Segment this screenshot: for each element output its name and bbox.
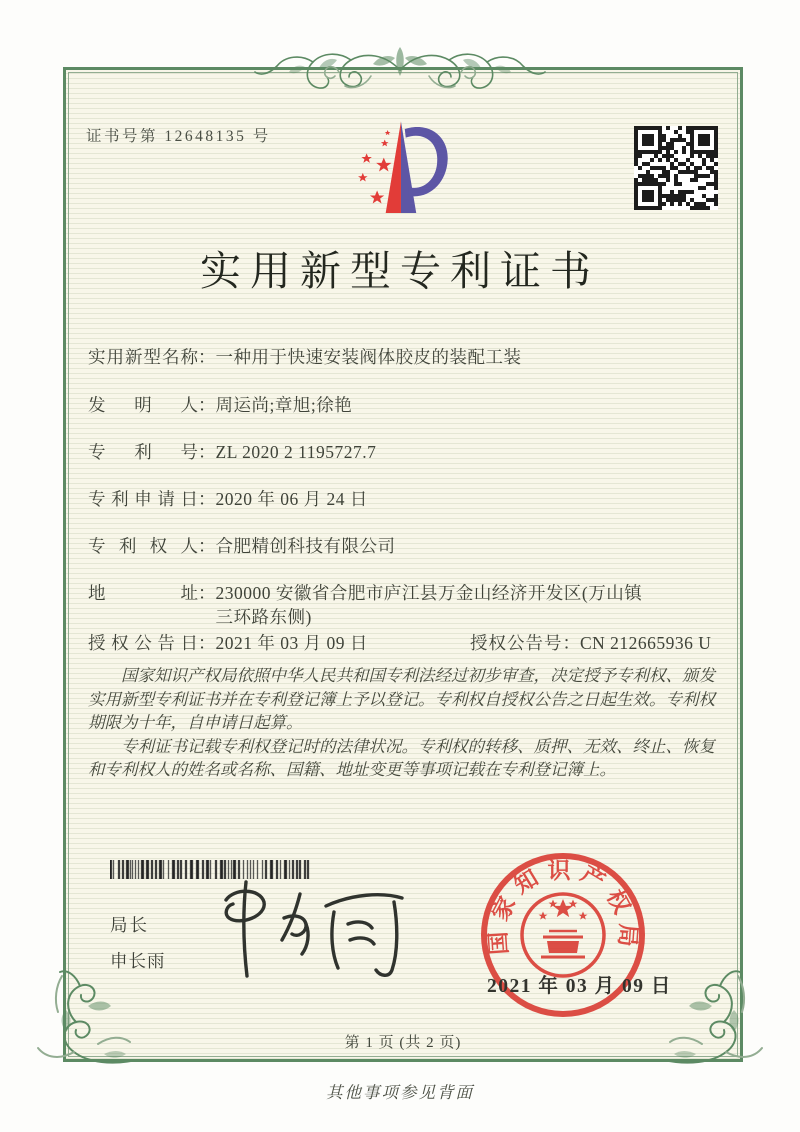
field-label: 地址 xyxy=(88,583,198,603)
bottom-right-flourish-icon xyxy=(657,966,782,1078)
field-row-grant xyxy=(88,631,712,655)
page-number: 第 1 页 (共 2 页) xyxy=(344,1035,462,1051)
field-value: 2021 年 03 月 09 日 xyxy=(215,633,368,653)
field-value: 周运尚;章旭;徐艳 xyxy=(215,395,353,415)
legal-paragraph-2: 专利证书记载专利权登记时的法律状况。专利权的转移、质押、无效、终止、恢复和专利权人的姓名或名称、国籍、地址变更等事项记载在专利登记簿上。 xyxy=(88,736,715,779)
colon: ： xyxy=(198,395,216,415)
field-row-patent-number xyxy=(88,440,376,464)
colon: ： xyxy=(198,633,216,653)
qr-code xyxy=(634,126,718,210)
colon: ： xyxy=(198,489,216,509)
grant-number-group xyxy=(470,631,711,655)
handwritten-signature xyxy=(212,876,422,981)
field-label: 实用新型名称 xyxy=(88,347,198,367)
colon: ： xyxy=(198,536,216,556)
colon: ： xyxy=(198,583,216,603)
bottom-left-flourish-icon xyxy=(18,966,143,1078)
grant-date-stamp: 2021 年 03 月 09 日 xyxy=(487,976,672,997)
field-label: 发明人 xyxy=(88,395,198,415)
colon: ： xyxy=(198,347,216,367)
field-label: 专利申请日 xyxy=(88,489,198,509)
cnipa-logo-icon xyxy=(338,112,462,230)
field-value: CN 212665936 U xyxy=(580,633,712,653)
field-value: 一种用于快速安装阀体胶皮的装配工装 xyxy=(215,347,522,367)
seal-text: 国家知识产权局 xyxy=(485,857,641,956)
field-label: 授权公告日 xyxy=(88,633,198,653)
field-label: 授权公告号 xyxy=(470,633,563,653)
national-emblem-icon xyxy=(522,894,604,976)
field-row-filing-date xyxy=(88,487,368,511)
legal-paragraph-1: 国家知识产权局依照中华人民共和国专利法经过初步审查，决定授予专利权、颁发实用新型专利证书并在专利登记簿上予以登记。专利权自授权公告之日起生效。专利权期限为十年，自申请日起算。 xyxy=(88,666,715,732)
back-note: 其他事项参见背面 xyxy=(326,1083,474,1102)
certificate-title: 实用新型专利证书 xyxy=(200,248,600,294)
certificate-number: 证书号第 12648135 号 xyxy=(86,128,271,145)
top-border-ornament-icon xyxy=(253,42,547,100)
legal-text xyxy=(88,664,720,782)
field-label: 专利权人 xyxy=(88,536,198,556)
field-value: ZL 2020 2 1195727.7 xyxy=(215,442,377,462)
field-row-name xyxy=(88,345,522,369)
field-value: 合肥精创科技有限公司 xyxy=(215,536,396,556)
field-value: 2020 年 06 月 24 日 xyxy=(215,489,368,509)
field-row-patentee xyxy=(88,534,396,558)
field-row-address xyxy=(88,581,668,629)
issuer-title: 局长 xyxy=(110,915,149,935)
field-label: 专利号 xyxy=(88,442,198,462)
colon: ： xyxy=(562,633,580,653)
issuer-name: 申长雨 xyxy=(110,951,166,971)
field-row-inventors xyxy=(88,393,352,417)
colon: ： xyxy=(198,442,216,462)
field-value: 230000 安徽省合肥市庐江县万金山经济开发区(万山镇三环路东侧) xyxy=(215,583,643,627)
